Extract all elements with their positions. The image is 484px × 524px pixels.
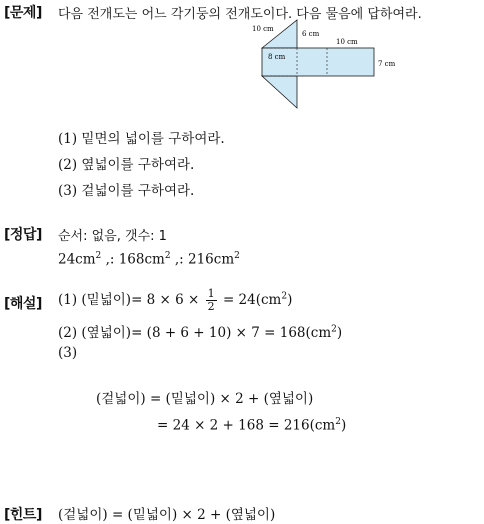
explanation-step-2: (2) (옆넓이)= $(8 + 6 + 10) \times 7 = 168(cm^2)$ bbox=[58, 324, 343, 341]
label-10cm-right: 10 cm bbox=[336, 38, 358, 46]
label-6cm: 6 cm bbox=[302, 30, 320, 38]
explanation-formula: (겉넓이) = (밑넓이) × 2 + (옆넓이) bbox=[96, 391, 314, 407]
hint-text: (겉넓이) = (밑넓이) × 2 + (옆넓이) bbox=[58, 507, 276, 523]
problem-statement: 다음 전개도는 어느 각기둥의 전개도이다. 다음 물음에 답하여라. bbox=[58, 7, 422, 22]
explanation-step-1: (1) (밑넓이)= 8 × 6 × $\frac{1}{2}$ = $24(cm^2)$ bbox=[58, 287, 293, 313]
answer-values: $24cm^2$ ,: $168cm^2$ ,: $216cm^2$ bbox=[58, 251, 240, 268]
answer-tag: [정답] bbox=[4, 227, 42, 243]
question-3: (3) 겉넓이를 구하여라. bbox=[58, 183, 195, 199]
question-2: (2) 옆넓이를 구하여라. bbox=[58, 157, 195, 173]
explanation-step-3: (3) bbox=[58, 345, 78, 361]
prism-net-figure bbox=[250, 18, 410, 113]
label-7cm: 7 cm bbox=[378, 60, 396, 68]
label-8cm: 8 cm bbox=[268, 53, 286, 61]
fraction-one-half: $\frac{1}{2}$ bbox=[207, 287, 215, 313]
hint-tag: [힌트] bbox=[4, 507, 42, 523]
answer-meta: 순서: 없음, 갯수: 1 bbox=[58, 229, 167, 244]
explanation-result: = $24 \times 2 + 168 = 216(cm^2)$ bbox=[157, 417, 347, 434]
problem-tag: [문제] bbox=[4, 5, 42, 21]
net-bottom-triangle bbox=[262, 76, 297, 108]
explanation-tag: [해설] bbox=[4, 296, 42, 312]
label-10cm-left: 10 cm bbox=[252, 25, 274, 33]
question-1: (1) 밑면의 넓이를 구하여라. bbox=[58, 131, 225, 147]
